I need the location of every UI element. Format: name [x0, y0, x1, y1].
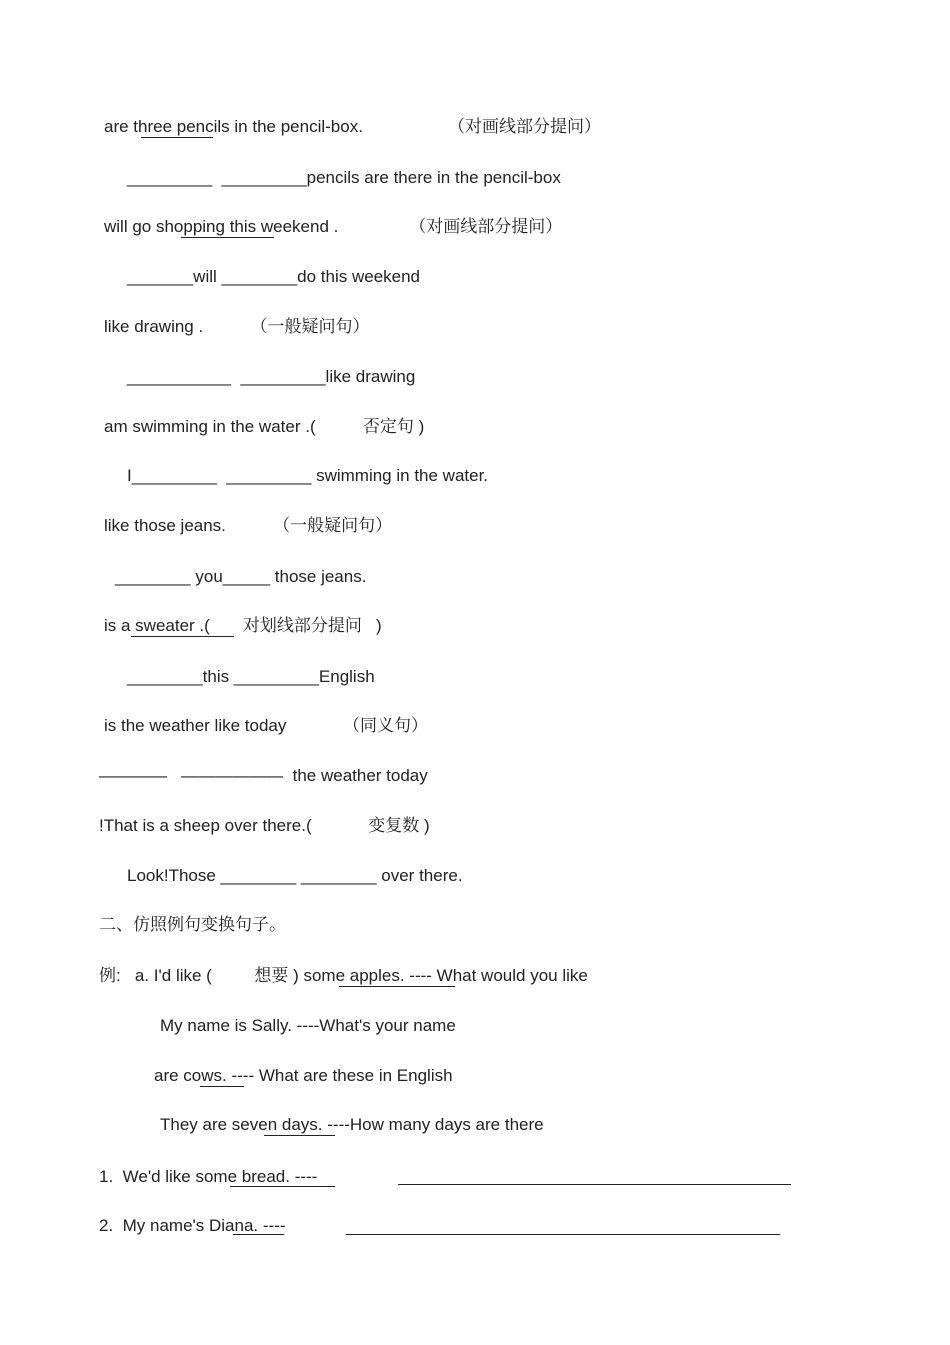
answer-line-6: ________this _________English — [127, 667, 375, 686]
answer-line-8: Look!Those ________ ________ over there. — [127, 866, 463, 885]
example-sentence-a: 例: a. I'd like ( 想要 ) some apples. ---- What would you like — [99, 966, 588, 985]
underline-mark — [230, 1186, 335, 1187]
answer-blank-1[interactable] — [398, 1184, 791, 1185]
answer-line-4: I_________ _________ swimming in the water. — [127, 466, 489, 485]
example-sentence-d: They are seven days. ----How many days are there — [160, 1115, 544, 1134]
underline-mark — [200, 1086, 244, 1087]
underline-mark — [233, 1234, 284, 1235]
answer-line-5: ________ you_____ those jeans. — [115, 567, 367, 586]
question-sentence-3: like drawing . （一般疑问句） — [104, 317, 370, 336]
exercise-item-1: 1. We'd like some bread. ---- — [99, 1167, 318, 1186]
example-sentence-b: My name is Sally. ----What's your name — [160, 1016, 456, 1035]
section-heading: 二、仿照例句变换句子。 — [99, 915, 286, 934]
question-sentence-1: are three pencils in the pencil-box. （对画线部分提问） — [104, 117, 601, 136]
question-sentence-4: am swimming in the water .( 否定句 ) — [104, 417, 425, 436]
exercise-item-2: 2. My name's Diana. ---- — [99, 1216, 286, 1235]
question-sentence-7: is the weather like today （同义句） — [104, 716, 429, 735]
underline-mark — [131, 636, 234, 637]
underline-mark — [264, 1135, 335, 1136]
answer-line-3: ___________ _________like drawing — [127, 367, 416, 386]
answer-line-2: _______will ________do this weekend — [127, 267, 421, 286]
question-sentence-5: like those jeans. （一般疑问句） — [104, 516, 393, 535]
answer-line-7: ———— —————— the weather today — [99, 766, 428, 785]
underline-mark — [141, 137, 213, 138]
example-sentence-c: are cows. ---- What are these in English — [154, 1066, 453, 1085]
underline-mark — [339, 986, 455, 987]
answer-line-1: _________ _________pencils are there in the pencil-box — [127, 168, 561, 187]
answer-blank-2[interactable] — [346, 1234, 780, 1235]
question-sentence-2: will go shopping this weekend . （对画线部分提问） — [104, 217, 563, 236]
question-sentence-8: !That is a sheep over there.( 变复数 ) — [99, 816, 430, 835]
underline-mark — [181, 237, 274, 238]
question-sentence-6: is a sweater .( 对划线部分提问 ) — [104, 616, 382, 635]
